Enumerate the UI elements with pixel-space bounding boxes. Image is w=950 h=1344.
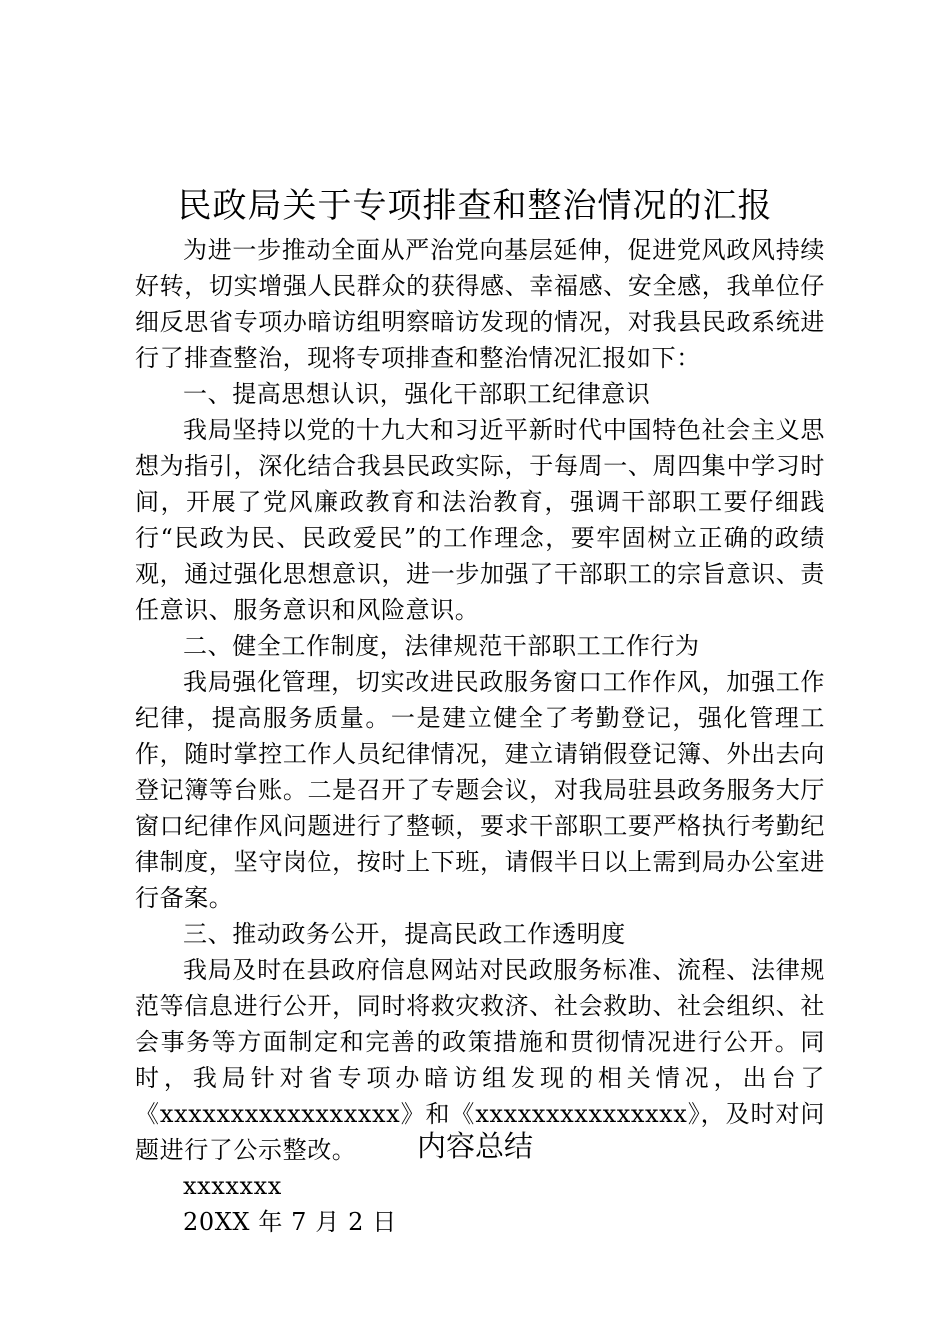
section-heading-1: 一、提高思想认识，强化干部职工纪律意识 (183, 380, 651, 408)
section-paragraph-3: 我局及时在县政府信息网站对民政服务标准、流程、法律规范等信息进行公开，同时将救灾救济、社会救助、社会组织、社会事务等方面制定和完善的政策措施和贯彻情况进行公开。同时，我局针对省专项办暗访组发现的相关情况，出台了《xxxxxxxxxxxxxxxxx》和《xxxxxxxxxxxxxxx》，及时对问题进行了公示整改。 (135, 956, 825, 1164)
signature: xxxxxxx (183, 1172, 282, 1200)
intro-paragraph: 为进一步推动全面从严治党向基层延伸，促进党风政风持续好转，切实增强人民群众的获得感、幸福感、安全感，我单位仔细反思省专项办暗访组明察暗访发现的情况，对我县民政系统进行了排查整治，现将专项排查和整治情况汇报如下： (135, 236, 825, 372)
section-paragraph-2: 我局强化管理，切实改进民政服务窗口工作作风，加强工作纪律，提高服务质量。一是建立健全了考勤登记，强化管理工作，随时掌控工作人员纪律情况，建立请销假登记簿、外出去向登记簿等台账。二是召开了专题会议，对我局驻县政务服务大厅窗口纪律作风问题进行了整顿，要求干部职工要严格执行考勤纪律制度，坚守岗位，按时上下班，请假半日以上需到局办公室进行备案。 (135, 668, 825, 912)
document-title: 民政局关于专项排查和整治情况的汇报 (177, 186, 773, 226)
summary-heading: 内容总结 (416, 1129, 533, 1163)
section-heading-2: 二、健全工作制度，法律规范干部职工工作行为 (183, 632, 700, 660)
document-date: 20XX 年 7 月 2 日 (183, 1208, 397, 1236)
section-heading-3: 三、推动政务公开，提高民政工作透明度 (183, 920, 626, 948)
document-body (135, 232, 825, 1240)
section-paragraph-1: 我局坚持以党的十九大和习近平新时代中国特色社会主义思想为指引，深化结合我县民政实际，于每周一、周四集中学习时间，开展了党风廉政教育和法治教育，强调干部职工要仔细践行“民政为民、民政爱民”的工作理念，要牢固树立正确的政绩观，通过强化思想意识，进一步加强了干部职工的宗旨意识、责任意识、服务意识和风险意识。 (135, 416, 825, 624)
